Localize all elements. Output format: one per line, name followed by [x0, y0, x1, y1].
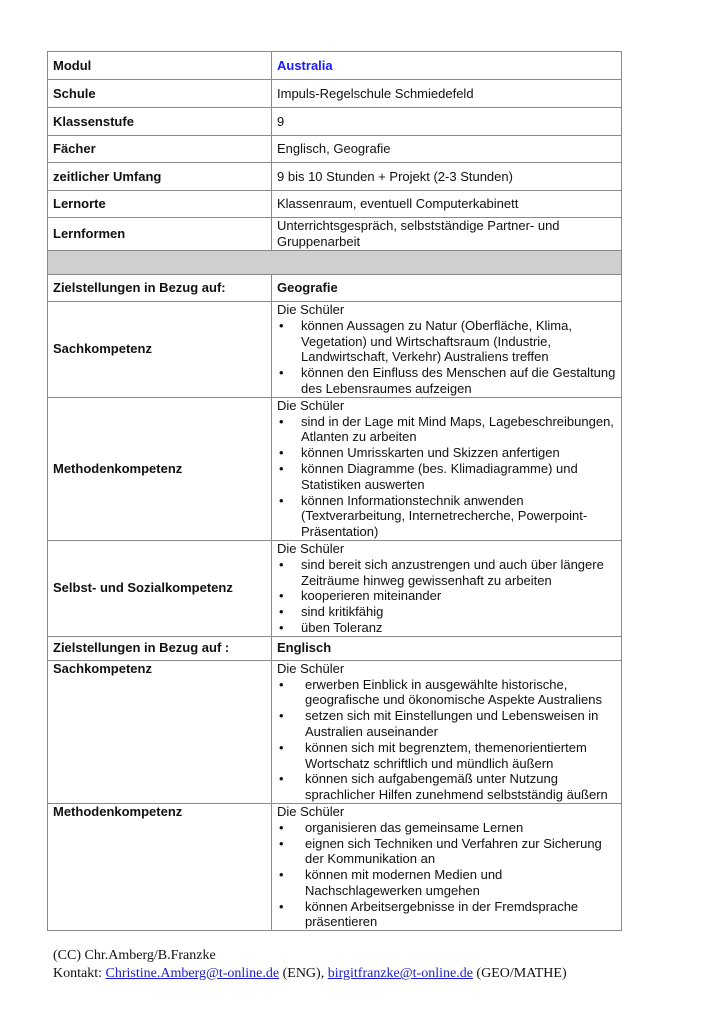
label-modul: Modul: [48, 52, 272, 80]
row-lernformen: [48, 218, 622, 251]
value-umfang: 9 bis 10 Stunden + Projekt (2-3 Stunden): [272, 163, 622, 191]
value-lernformen: Unterrichtsgespräch, selbstständige Partner- und Gruppenarbeit: [272, 218, 622, 251]
row-geo-methoden: [48, 397, 622, 540]
list-item: • können sich mit begrenztem, themenorientiertem Wortschatz schriftlich und mündlich äußern: [277, 740, 616, 772]
geo-sozial-list: [277, 557, 616, 636]
email-link-amberg[interactable]: Christine.Amberg@t-online.de: [105, 966, 280, 981]
footer-credit: (CC) Chr.Amberg/B.Franzke: [53, 948, 216, 963]
row-faecher: [48, 136, 622, 163]
email1-suffix: (ENG),: [279, 966, 328, 981]
geo-sach-intro: Die Schüler: [277, 302, 345, 317]
list-item: • können sich aufgabengemäß unter Nutzung sprachlicher Hilfen zunehmend selbstständig äußern: [277, 771, 616, 803]
row-geo-heading: [48, 275, 622, 302]
list-item: • sind kritikfähig: [277, 604, 616, 620]
list-item: • erwerben Einblick in ausgewählte historische, geografische und ökonomische Aspekte Australiens: [277, 677, 616, 709]
list-item: • können Arbeitsergebnisse in der Fremdsprache präsentieren: [277, 899, 616, 931]
eng-sach-content: [272, 660, 622, 803]
row-modul: [48, 52, 622, 80]
eng-sach-intro: Die Schüler: [277, 660, 345, 676]
eng-sach-list: [277, 677, 616, 803]
label-lernformen: Lernformen: [48, 218, 272, 251]
value-lernorte: Klassenraum, eventuell Computerkabinett: [272, 191, 622, 218]
list-item: • können Aussagen zu Natur (Oberfläche, Klima, Vegetation) und Wirtschaftsraum (Industrie, Landwirtschaft, Verkehr) Australiens treffen: [277, 318, 616, 365]
geo-methoden-label: Methodenkompetenz: [48, 397, 272, 540]
eng-heading-value: Englisch: [272, 636, 622, 660]
list-item: • sind bereit sich anzustrengen und auch über längere Zeiträume hinweg gewissenhaft zu arbeiten: [277, 557, 616, 589]
row-eng-methoden: [48, 803, 622, 930]
eng-methoden-content: [272, 803, 622, 930]
value-schule: Impuls-Regelschule Schmiedefeld: [272, 80, 622, 108]
geo-heading-label: Zielstellungen in Bezug auf:: [48, 275, 272, 302]
label-umfang: zeitlicher Umfang: [48, 163, 272, 191]
module-table: [47, 51, 622, 931]
list-item: • kooperieren miteinander: [277, 588, 616, 604]
row-lernorte: [48, 191, 622, 218]
email2-suffix: (GEO/MATHE): [472, 966, 567, 981]
row-geo-sozial: [48, 540, 622, 636]
list-item: • sind in der Lage mit Mind Maps, Lagebeschreibungen, Atlanten zu arbeiten: [277, 414, 616, 446]
list-item: • organisieren das gemeinsame Lernen: [277, 820, 616, 836]
separator-row: [48, 251, 622, 275]
eng-methoden-label: Methodenkompetenz: [48, 803, 272, 930]
geo-sach-label: Sachkompetenz: [48, 302, 272, 398]
list-item: • können Diagramme (bes. Klimadiagramme) und Statistiken auswerten: [277, 461, 616, 493]
geo-sach-content: [272, 302, 622, 398]
geo-methoden-list: [277, 414, 616, 540]
value-faecher: Englisch, Geografie: [272, 136, 622, 163]
eng-methoden-intro: Die Schüler: [277, 803, 345, 819]
label-schule: Schule: [48, 80, 272, 108]
row-eng-heading: [48, 636, 622, 660]
list-item: • eignen sich Techniken und Verfahren zur Sicherung der Kommunikation an: [277, 836, 616, 868]
separator-cell: [48, 251, 622, 275]
geo-sozial-content: [272, 540, 622, 636]
row-umfang: [48, 163, 622, 191]
geo-heading-value: Geografie: [272, 275, 622, 302]
footer-contact: [53, 965, 567, 983]
geo-methoden-content: [272, 397, 622, 540]
list-item: • können Umrisskarten und Skizzen anfertigen: [277, 445, 616, 461]
contact-prefix: Kontakt:: [53, 966, 106, 981]
geo-sach-list: [277, 318, 616, 397]
list-item: • üben Toleranz: [277, 620, 616, 636]
label-lernorte: Lernorte: [48, 191, 272, 218]
row-klassenstufe: [48, 108, 622, 136]
list-item: • setzen sich mit Einstellungen und Lebensweisen in Australien auseinander: [277, 708, 616, 740]
label-klassenstufe: Klassenstufe: [48, 108, 272, 136]
list-item: • können den Einfluss des Menschen auf die Gestaltung des Lebensraumes aufzeigen: [277, 365, 616, 397]
row-geo-sach: [48, 302, 622, 398]
row-schule: [48, 80, 622, 108]
eng-heading-label: Zielstellungen in Bezug auf :: [48, 636, 272, 660]
footer: [53, 947, 567, 983]
label-faecher: Fächer: [48, 136, 272, 163]
email-link-franzke[interactable]: birgitfranzke@t-online.de: [327, 966, 473, 981]
value-klassenstufe: 9: [272, 108, 622, 136]
geo-methoden-intro: Die Schüler: [277, 397, 345, 413]
value-modul: Australia: [272, 52, 622, 80]
geo-sozial-intro: Die Schüler: [277, 540, 345, 556]
row-eng-sach: [48, 660, 622, 803]
geo-sozial-label: Selbst- und Sozialkompetenz: [48, 540, 272, 636]
list-item: • können mit modernen Medien und Nachschlagewerken umgehen: [277, 867, 616, 899]
list-item: • können Informationstechnik anwenden (Textverarbeitung, Internetrecherche, Powerpoint-Präsentation): [277, 493, 616, 540]
eng-methoden-list: [277, 820, 616, 931]
eng-sach-label: Sachkompetenz: [48, 660, 272, 803]
